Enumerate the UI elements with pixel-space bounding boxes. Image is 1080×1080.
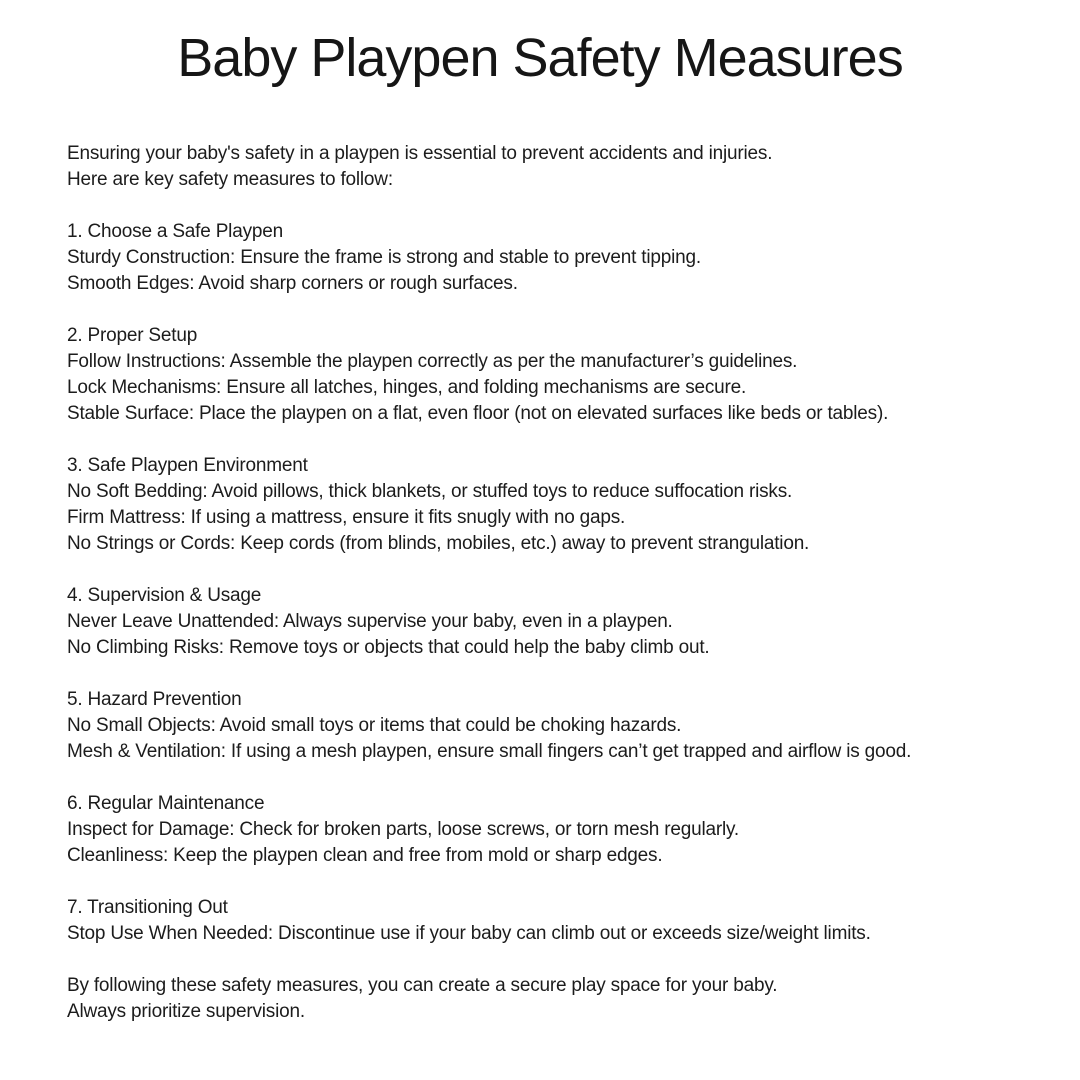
- text-line: Inspect for Damage: Check for broken parts, loose screws, or torn mesh regularly.: [67, 819, 739, 840]
- intro-paragraph: [67, 141, 1013, 193]
- section-heading: 2. Proper Setup: [67, 325, 198, 346]
- section-heading: 1. Choose a Safe Playpen: [67, 221, 283, 242]
- text-line: No Soft Bedding: Avoid pillows, thick blankets, or stuffed toys to reduce suffocation risks.: [67, 481, 793, 502]
- outro-paragraph: [67, 973, 1013, 1025]
- text-line: No Climbing Risks: Remove toys or objects that could help the baby climb out.: [67, 637, 710, 658]
- section-heading: 6. Regular Maintenance: [67, 793, 265, 814]
- text-line: Mesh & Ventilation: If using a mesh playpen, ensure small fingers can’t get trapped and airflow is good.: [67, 741, 912, 762]
- section-choose-safe-playpen: [67, 219, 1013, 297]
- section-hazard-prevention: [67, 687, 1013, 765]
- section-heading: 5. Hazard Prevention: [67, 689, 242, 710]
- outro-line: By following these safety measures, you can create a secure play space for your baby.: [67, 975, 778, 996]
- document-body: [67, 141, 1013, 1025]
- section-heading: 3. Safe Playpen Environment: [67, 455, 308, 476]
- section-heading: 4. Supervision & Usage: [67, 585, 262, 606]
- text-line: Never Leave Unattended: Always supervise your baby, even in a playpen.: [67, 611, 673, 632]
- text-line: No Small Objects: Avoid small toys or items that could be choking hazards.: [67, 715, 682, 736]
- intro-line: Ensuring your baby's safety in a playpen is essential to prevent accidents and injuries.: [67, 143, 773, 164]
- text-line: Sturdy Construction: Ensure the frame is strong and stable to prevent tipping.: [67, 247, 701, 268]
- text-line: Lock Mechanisms: Ensure all latches, hinges, and folding mechanisms are secure.: [67, 377, 747, 398]
- intro-line: Here are key safety measures to follow:: [67, 169, 393, 190]
- text-line: Follow Instructions: Assemble the playpen correctly as per the manufacturer’s guidelines.: [67, 351, 798, 372]
- text-line: Stop Use When Needed: Discontinue use if your baby can climb out or exceeds size/weight limits.: [67, 923, 871, 944]
- page-title: Baby Playpen Safety Measures: [177, 28, 903, 88]
- section-supervision-usage: [67, 583, 1013, 661]
- section-regular-maintenance: [67, 791, 1013, 869]
- text-line: Smooth Edges: Avoid sharp corners or rough surfaces.: [67, 273, 518, 294]
- section-heading: 7. Transitioning Out: [67, 897, 228, 918]
- text-line: Stable Surface: Place the playpen on a flat, even floor (not on elevated surfaces like beds or tables).: [67, 403, 889, 424]
- text-line: No Strings or Cords: Keep cords (from blinds, mobiles, etc.) away to prevent strangulation.: [67, 533, 810, 554]
- section-safe-environment: [67, 453, 1013, 557]
- text-line: Firm Mattress: If using a mattress, ensure it fits snugly with no gaps.: [67, 507, 626, 528]
- outro-line: Always prioritize supervision.: [67, 1001, 305, 1022]
- section-transitioning-out: [67, 895, 1013, 947]
- text-line: Cleanliness: Keep the playpen clean and free from mold or sharp edges.: [67, 845, 663, 866]
- section-proper-setup: [67, 323, 1013, 427]
